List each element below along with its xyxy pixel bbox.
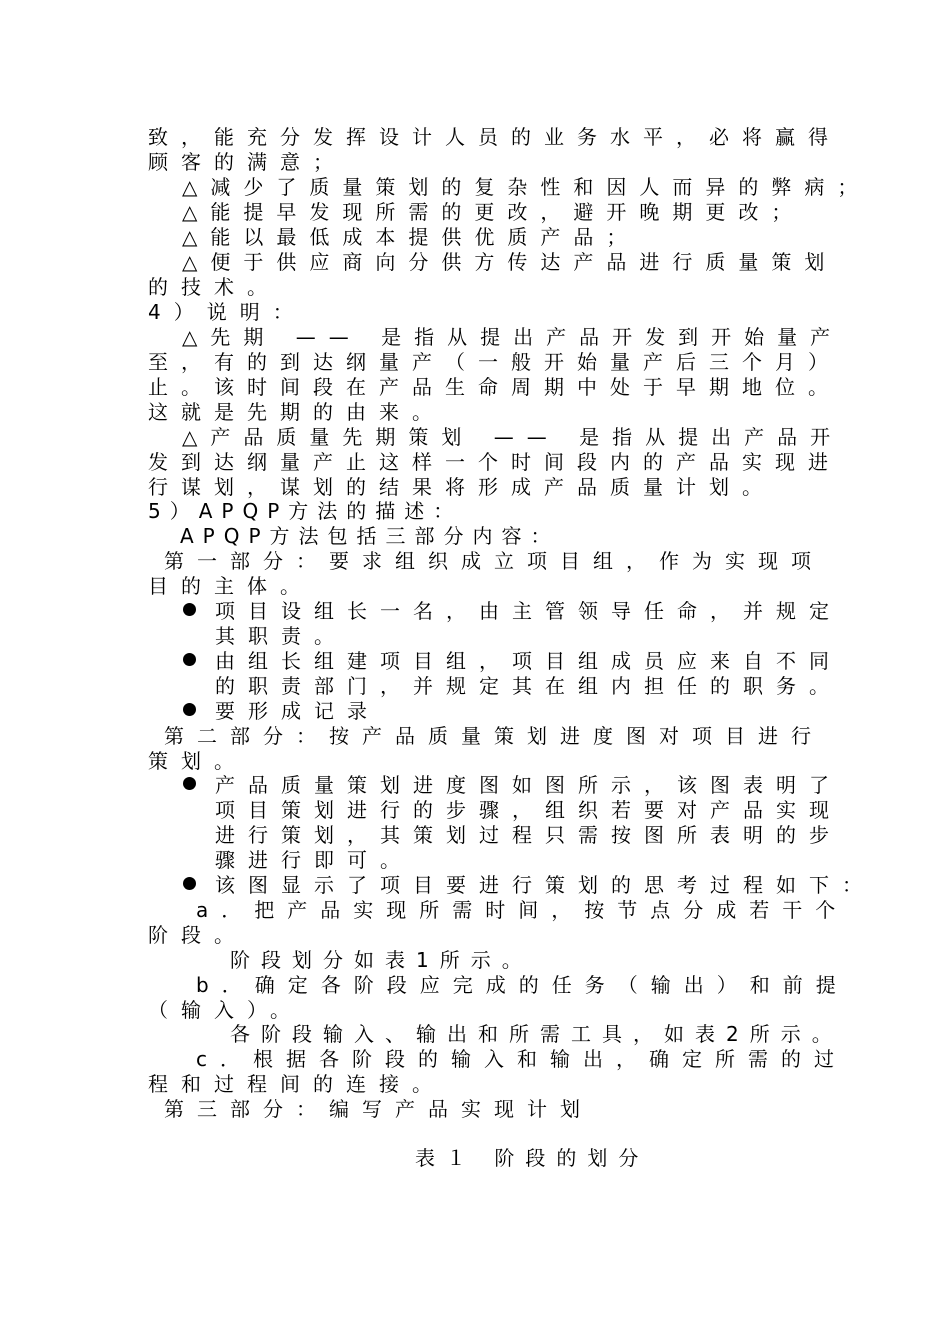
section-heading: 4）说明：	[148, 300, 306, 324]
bullet-icon	[183, 703, 196, 716]
text-line: △先期 —— 是指从提出产品开发到开始量产	[182, 325, 844, 349]
text-line: △产品质量先期策划 —— 是指从提出产品开	[182, 425, 844, 449]
text-line: 这就是先期的由来。	[148, 400, 445, 424]
bullet-item: 由组长组建项目组，项目组成员应来自不同	[215, 649, 842, 673]
text-line: △便于供应商向分供方传达产品进行质量策划	[182, 250, 838, 274]
text-line: 第一部分：要求组织成立项目组，作为实现项	[164, 549, 824, 573]
text-line: 第二部分：按产品质量策划进度图对项目进行	[164, 724, 824, 748]
text-line: 行谋划，谋划的结果将形成产品质量计划。	[148, 475, 775, 499]
text-line: △能提早发现所需的更改，避开晚期更改；	[182, 200, 805, 224]
bullet-icon	[183, 603, 196, 616]
text-line: a．把产品实现所需时间，按节点分成若干个	[196, 898, 849, 922]
text-line: 止。该时间段在产品生命周期中处于早期地位。	[148, 375, 841, 399]
text-line: 其职责。	[215, 624, 347, 648]
text-line: APQP方法包括三部分内容：	[180, 524, 560, 548]
text-line: 阶段划分如表1所示。	[230, 948, 533, 972]
text-line: 至，有的到达纲量产（一般开始量产后三个月）	[148, 350, 841, 374]
text-line: （输入）。	[148, 998, 303, 1022]
text-line: 目的主体。	[148, 574, 313, 598]
text-line: 致，能充分发挥设计人员的业务水平，必将赢得	[148, 125, 841, 149]
text-line: 程和过程间的连接。	[148, 1072, 445, 1096]
text-line: 的职责部门，并规定其在组内担任的职务。	[215, 674, 842, 698]
bullet-item: 项目设组长一名，由主管领导任命，并规定	[215, 599, 842, 623]
text-line: 各阶段输入、输出和所需工具，如表2所示。	[230, 1022, 843, 1046]
text-line: 项目策划进行的步骤，组织若要对产品实现	[215, 798, 842, 822]
text-line: 发到达纲量产止这样一个时间段内的产品实现进	[148, 450, 841, 474]
text-line: 第三部分：编写产品实现计划	[164, 1097, 593, 1121]
bullet-item: 该图显示了项目要进行策划的思考过程如下：	[215, 873, 875, 897]
bullet-icon	[183, 777, 196, 790]
section-heading: 5）APQP方法的描述：	[148, 499, 463, 523]
text-line: △减少了质量策划的复杂性和因人而异的弊病；	[182, 175, 871, 199]
text-line: c．根据各阶段的输入和输出，确定所需的过	[196, 1047, 847, 1071]
bullet-icon	[183, 877, 196, 890]
text-line: 的技术。	[148, 275, 280, 299]
text-line: 顾客的满意；	[148, 150, 346, 174]
text-line: 阶段。	[148, 923, 247, 947]
bullet-item: 产品质量策划进度图如图所示，该图表明了	[215, 773, 842, 797]
text-line: △能以最低成本提供优质产品；	[182, 225, 640, 249]
bullet-icon	[183, 653, 196, 666]
bullet-item: 要形成记录	[215, 699, 380, 723]
text-line: b．确定各阶段应完成的任务（输出）和前提	[196, 973, 849, 997]
text-line: 骤进行即可。	[215, 848, 413, 872]
text-line: 策划。	[148, 749, 247, 773]
text-line: 进行策划，其策划过程只需按图所表明的步	[215, 823, 842, 847]
table-caption: 表１ 阶段的划分	[415, 1146, 650, 1170]
